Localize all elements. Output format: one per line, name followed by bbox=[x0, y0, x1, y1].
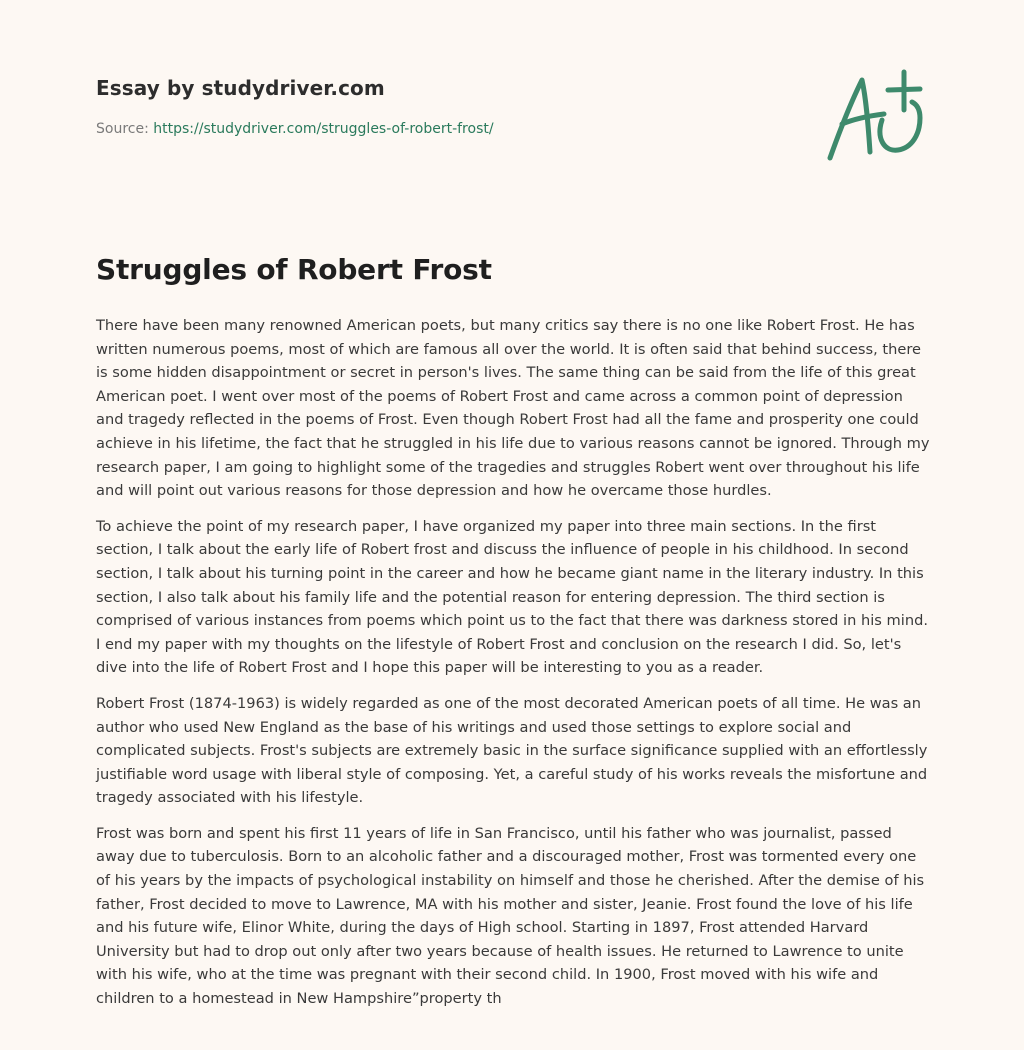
brand-title: Essay by studydriver.com bbox=[96, 76, 385, 100]
paragraph: To achieve the point of my research paper, I have organized my paper into three main sections. In the first section, I talk about the early life of Robert frost and discuss the influence of people in his childhood. In second section, I talk about his turning point in the career and how he became giant name in the literary industry. In this section, I also talk about his family life and the potential reason for entering depression. The third section is comprised of various instances from poems which point us to the fact that there was darkness stored in his mind. I end my paper with my thoughts on the lifestyle of Robert Frost and conclusion on the research I did. So, let's dive into the life of Robert Frost and I hope this paper will be interesting to you as a reader. bbox=[96, 517, 928, 677]
essay-header bbox=[96, 76, 796, 137]
source-line bbox=[96, 121, 796, 137]
essay-body bbox=[96, 314, 932, 1023]
source-label: Source: bbox=[96, 121, 154, 137]
paragraph: There have been many renowned American poets, but many critics say there is no one like Robert Frost. He has written numerous poems, most of which are famous all over the world. It is often said that behind success, there is some hidden disappointment or secret in person's lives. The same thing can be said from the life of this great American poet. I went over most of the poems of Robert Frost and came across a common point of depression and tragedy reflected in the poems of Frost. Even though Robert Frost had all the fame and prosperity one could achieve in his lifetime, the fact that he struggled in his life due to various reasons cannot be ignored. Through my research paper, I am going to highlight some of the tragedies and struggles Robert went over throughout his life and will point out various reasons for those depression and how he overcame those hurdles. bbox=[96, 317, 930, 500]
paragraph: Frost was born and spent his first 11 years of life in San Francisco, until his father who was journalist, passed away due to tuberculosis. Born to an alcoholic father and a discouraged mother, Frost was tormented every one of his years by the impacts of psychological instability on himself and those he cherished. After the demise of his father, Frost decided to move to Lawrence, MA with his mother and sister, Jeanie. Frost found the love of his life and his future wife, Elinor White, during the days of High school. Starting in 1897, Frost attended Harvard University but had to drop out only after two years because of health issues. He returned to Lawrence to unite with his wife, who at the time was pregnant with their second child. In 1900, Frost moved with his wife and children to a homestead in New Hampshire”property th bbox=[96, 824, 925, 1008]
source-link[interactable]: https://studydriver.com/struggles-of-robert-frost/ bbox=[153, 121, 494, 137]
essay-title: Struggles of Robert Frost bbox=[96, 253, 492, 286]
paragraph: Robert Frost (1874-1963) is widely regarded as one of the most decorated American poets of all time. He was an author who used New England as the base of his writings and used those settings to explore social and complicated subjects. Frost's subjects are extremely basic in the surface significance supplied with an effortlessly justifiable word usage with liberal style of composing. Yet, a careful study of his works reveals the misfortune and tragedy associated with his lifestyle. bbox=[96, 694, 928, 807]
a-plus-logo-icon bbox=[820, 64, 930, 168]
